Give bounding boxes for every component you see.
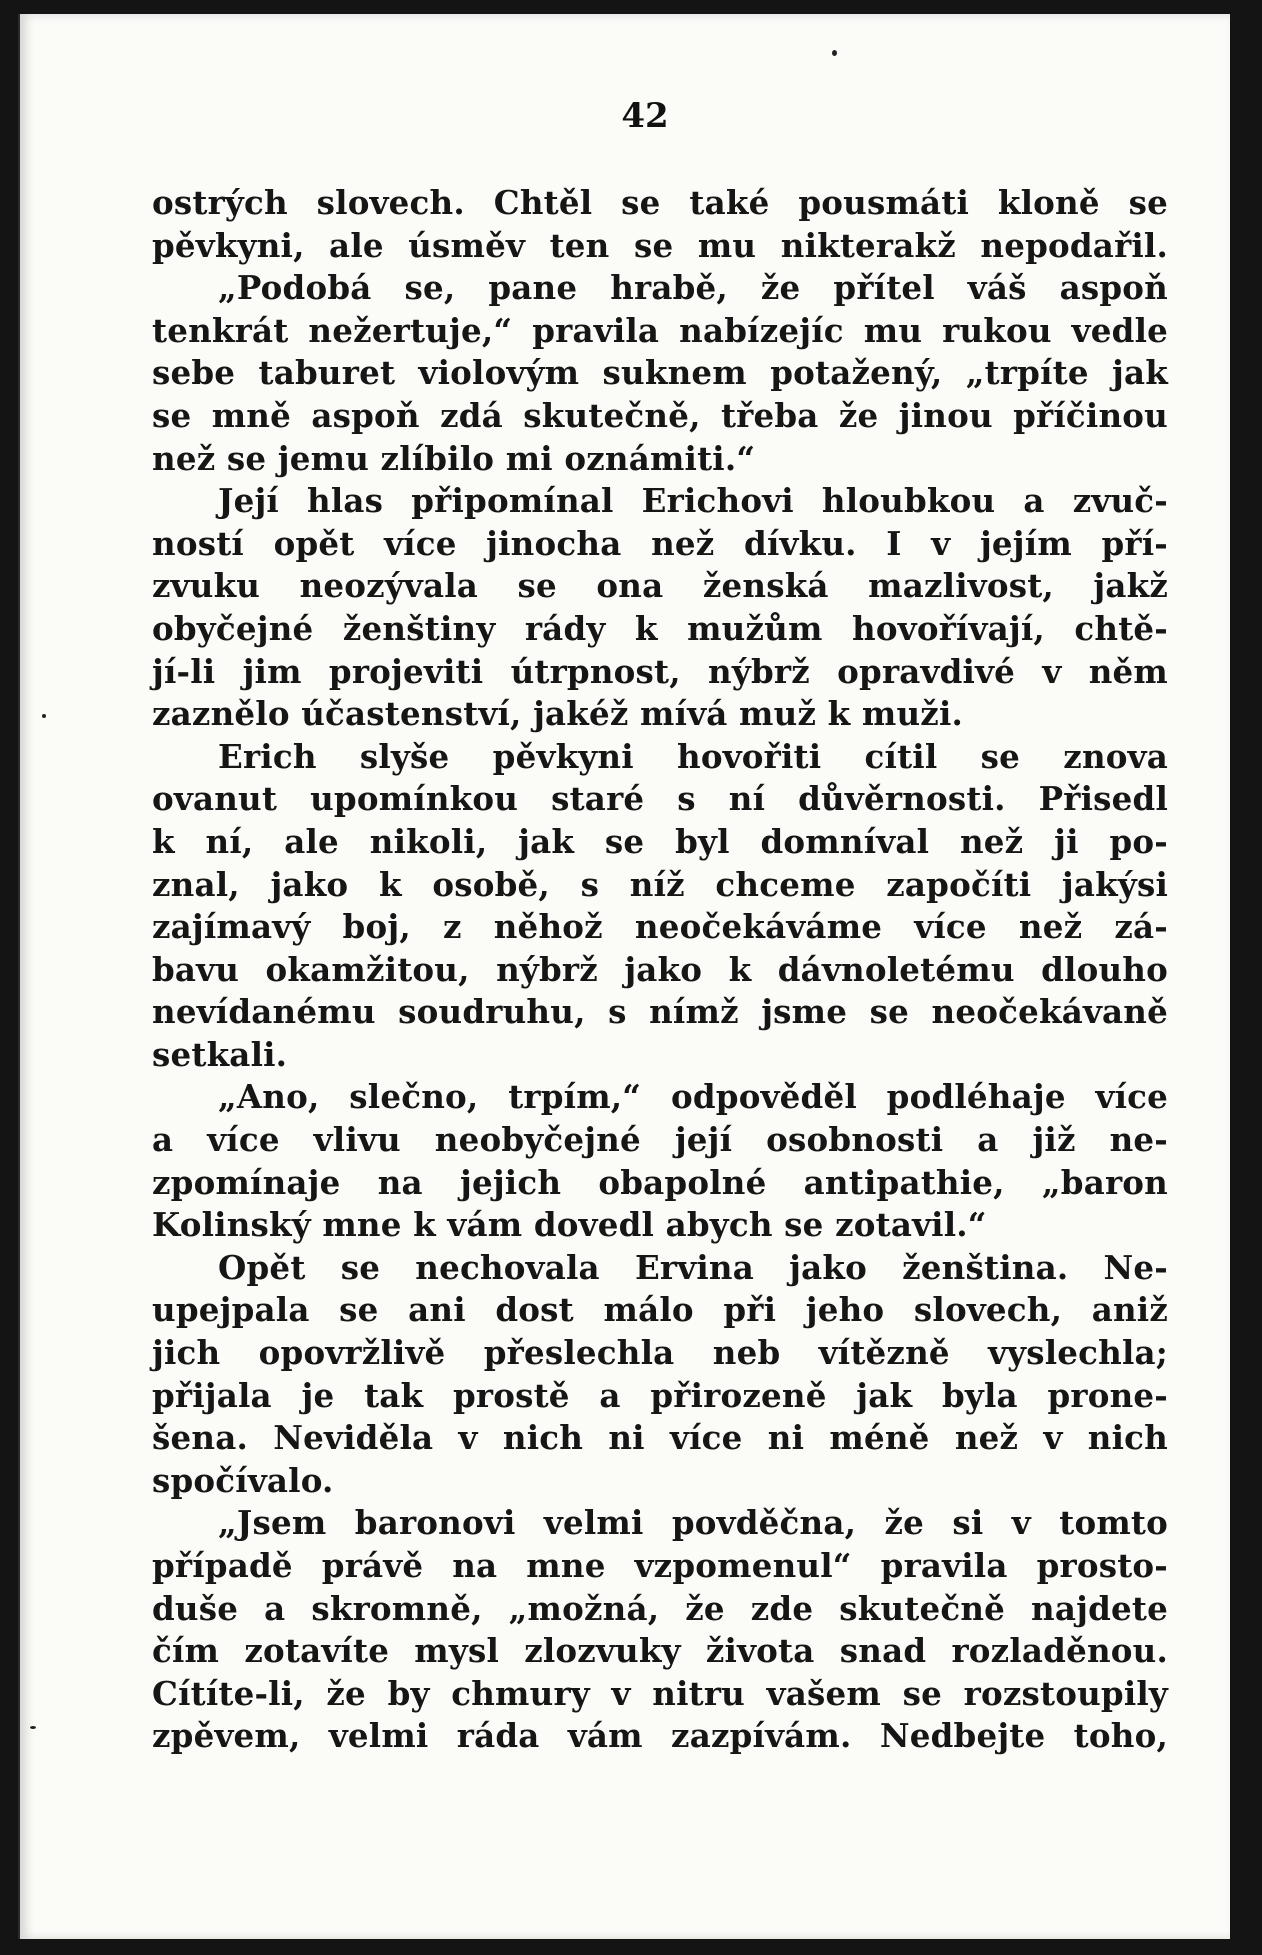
text-line: obyčejné ženštiny rády k mužům hovořívají, chtě- — [152, 608, 1168, 648]
text-line: znal, jako k osobě, s níž chceme započíti jakýsi — [152, 864, 1168, 904]
body-text — [152, 182, 1168, 1758]
text-line: šena. Neviděla v nich ni více ni méně než v nich — [152, 1418, 1168, 1458]
text-line: „Podobá se, pane hrabě, že přítel váš aspoň — [218, 268, 1168, 308]
text-line: tenkrát nežertuje,“ pravila nabízejíc mu rukou vedle — [152, 310, 1168, 350]
ink-speck — [832, 50, 837, 56]
text-line: zpomínaje na jejich obapolné antipathie, „baron — [152, 1162, 1168, 1202]
text-line: „Jsem baronovi velmi povděčna, že si v tomto — [218, 1503, 1168, 1543]
text-line: nevídanému soudruhu, s nímž jsme se neočekávaně — [152, 992, 1168, 1032]
text-line: zvuku neozývala se ona ženská mazlivost, jakž — [152, 566, 1168, 606]
text-line: a více vlivu neobyčejné její osobnosti a již ne- — [152, 1120, 1168, 1160]
text-line: se mně aspoň zdá skutečně, třeba že jinou příčinou — [152, 395, 1168, 435]
text-line: bavu okamžitou, nýbrž jako k dávnoletému dlouho — [152, 949, 1168, 989]
text-line: jí-li jim projeviti útrpnost, nýbrž opravdivé v něm — [152, 651, 1168, 691]
text-line: duše a skromně, „možná, že zde skutečně najdete — [152, 1588, 1168, 1628]
text-line: zpěvem, velmi ráda vám zazpívám. Nedbejte toho, — [152, 1716, 1168, 1756]
text-line: „Ano, slečno, trpím,“ odpověděl podléhaje více — [218, 1077, 1168, 1117]
text-line: pěvkyni, ale úsměv ten se mu nikterakž nepodařil. — [152, 225, 1168, 265]
text-line: čím zotavíte mysl zlozvuky života snad rozladěnou. — [152, 1631, 1168, 1671]
text-line: než se jemu zlíbilo mi oznámiti.“ — [152, 438, 756, 478]
text-line: Kolinský mne k vám dovedl abych se zotavil.“ — [152, 1205, 987, 1245]
ink-speck — [30, 1726, 36, 1729]
text-line: Její hlas připomínal Erichovi hloubkou a zvuč- — [218, 481, 1168, 521]
text-line: přijala je tak prostě a přirozeně jak byla prone- — [152, 1375, 1168, 1415]
text-line: případě právě na mne vzpomenul“ pravila prosto- — [152, 1546, 1168, 1585]
text-line: ností opět více jinocha než dívku. I v jejím pří- — [152, 523, 1168, 563]
text-line: upejpala se ani dost málo při jeho slovech, aniž — [152, 1290, 1168, 1330]
text-line: Erich slyše pěvkyni hovořiti cítil se znova — [218, 736, 1168, 776]
text-line: spočívalo. — [152, 1460, 334, 1500]
page-number: 42 — [621, 96, 669, 136]
text-line: ostrých slovech. Chtěl se také pousmáti kloně se — [152, 183, 1168, 222]
text-line: zaznělo účastenství, jakéž mívá muž k muži. — [152, 694, 964, 734]
text-line: zajímavý boj, z něhož neočekáváme více než zá- — [152, 907, 1168, 947]
text-line: Cítíte-li, že by chmury v nitru vašem se rozstoupily — [152, 1673, 1168, 1713]
text-line: setkali. — [152, 1034, 288, 1074]
text-line: k ní, ale nikoli, jak se byl domníval než ji po- — [152, 821, 1168, 861]
text-line: Opět se nechovala Ervina jako ženština. Ne- — [218, 1247, 1168, 1287]
text-line: ovanut upomínkou staré s ní důvěrnosti. Přisedl — [152, 779, 1168, 819]
ink-speck — [42, 714, 46, 718]
book-page — [18, 14, 1230, 1939]
text-line: sebe taburet violovým suknem potažený, „trpíte jak — [152, 353, 1168, 393]
text-line: jich opovržlivě přeslechla neb vítězně vyslechla; — [152, 1333, 1168, 1373]
